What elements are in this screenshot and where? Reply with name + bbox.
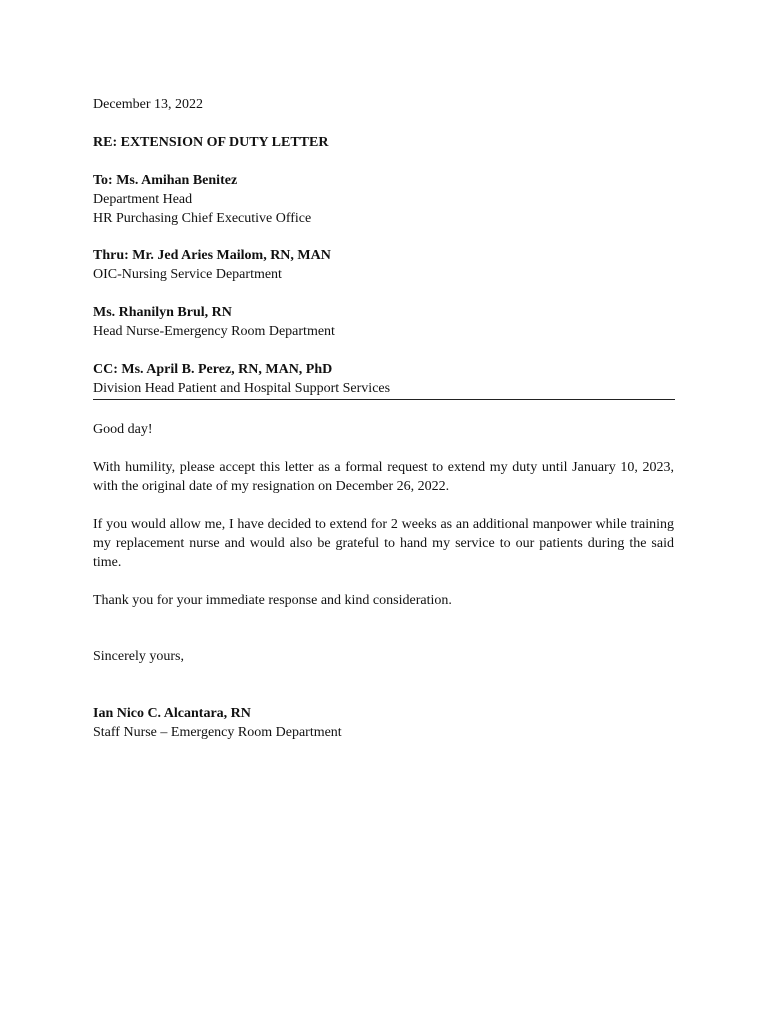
greeting: Good day! (93, 422, 153, 437)
body-paragraph-1: With humility, please accept this letter as a formal request to extend my duty until January 10, 2023, with the original date of my resignation on December 26, 2022. (93, 460, 674, 494)
thru-recipient-department: OIC-Nursing Service Department (93, 267, 282, 282)
header-divider (93, 399, 675, 400)
thru-recipient-name: Thru: Mr. Jed Aries Mailom, RN, MAN (93, 248, 331, 263)
letter-date: December 13, 2022 (93, 97, 204, 112)
closing: Sincerely yours, (93, 649, 184, 664)
to-recipient-office: HR Purchasing Chief Executive Office (93, 211, 312, 226)
to-recipient-name: To: Ms. Amihan Benitez (93, 173, 238, 188)
body-paragraph-2: If you would allow me, I have decided to extend for 2 weeks as an additional manpower while training my replacement nurse and would also be grateful to hand my service to our patients during the said time. (93, 517, 674, 570)
body-paragraph-3: Thank you for your immediate response and kind consideration. (93, 593, 452, 608)
letter-subject: RE: EXTENSION OF DUTY LETTER (93, 135, 329, 150)
to-recipient-title: Department Head (93, 192, 193, 207)
cc-recipient-name: CC: Ms. April B. Perez, RN, MAN, PhD (93, 362, 333, 377)
cc-recipient-department: Division Head Patient and Hospital Support Services (93, 381, 391, 396)
signature-name: Ian Nico C. Alcantara, RN (93, 706, 251, 721)
signature-title: Staff Nurse – Emergency Room Department (93, 725, 342, 740)
second-recipient-name: Ms. Rhanilyn Brul, RN (93, 305, 232, 320)
second-recipient-department: Head Nurse-Emergency Room Department (93, 324, 335, 339)
